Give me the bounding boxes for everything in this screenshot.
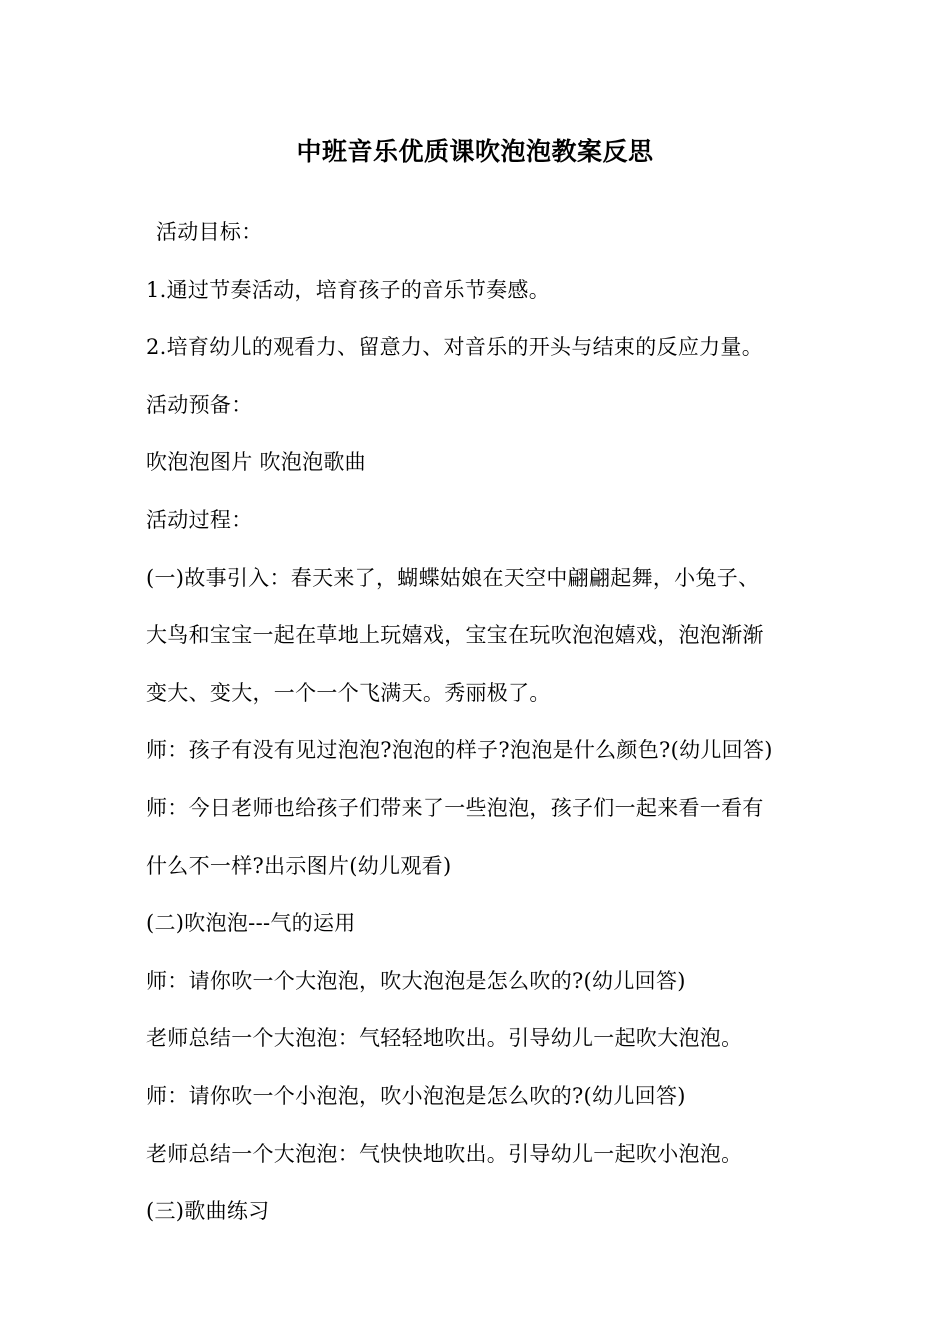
paragraph-line: 变大、变大，一个一个飞满天。秀丽极了。 xyxy=(146,680,551,705)
paragraph-line: 吹泡泡图片 吹泡泡歌曲 xyxy=(146,450,366,475)
paragraph-line: 老师总结一个大泡泡：气快快地吹出。引导幼儿一起吹小泡泡。 xyxy=(146,1141,743,1166)
paragraph-line: 1.通过节奏活动，培育孩子的音乐节奏感。 xyxy=(146,277,551,302)
paragraph-line: (三)歌曲练习 xyxy=(146,1199,270,1224)
paragraph-line: 师：孩子有没有见过泡泡?泡泡的样子?泡泡是什么颜色?(幼儿回答) xyxy=(146,738,773,763)
paragraph-line: 什么不一样?出示图片(幼儿观看) xyxy=(146,853,452,878)
section-heading-preparation: 活动预备： xyxy=(146,392,253,417)
paragraph-line: 师：请你吹一个大泡泡，吹大泡泡是怎么吹的?(幼儿回答) xyxy=(146,968,686,993)
paragraph-line: 老师总结一个大泡泡：气轻轻地吹出。引导幼儿一起吹大泡泡。 xyxy=(146,1026,743,1051)
document-title: 中班音乐优质课吹泡泡教案反思 xyxy=(296,137,654,166)
paragraph-line: 师：请你吹一个小泡泡，吹小泡泡是怎么吹的?(幼儿回答) xyxy=(146,1083,686,1108)
paragraph-line: (一)故事引入：春天来了，蝴蝶姑娘在天空中翩翩起舞，小兔子、 xyxy=(146,565,760,590)
section-heading-process: 活动过程： xyxy=(146,507,253,532)
paragraph-line: 2.培育幼儿的观看力、留意力、对音乐的开头与结束的反应力量。 xyxy=(146,335,764,360)
paragraph-line: 大鸟和宝宝一起在草地上玩嬉戏，宝宝在玩吹泡泡嬉戏，泡泡渐渐 xyxy=(146,623,764,648)
document-body xyxy=(146,204,816,1241)
section-heading-goals: 活动目标： xyxy=(156,220,263,244)
paragraph-line: (二)吹泡泡---气的运用 xyxy=(146,911,356,936)
paragraph-line: 师：今日老师也给孩子们带来了一些泡泡，孩子们一起来看一看有 xyxy=(146,795,764,820)
